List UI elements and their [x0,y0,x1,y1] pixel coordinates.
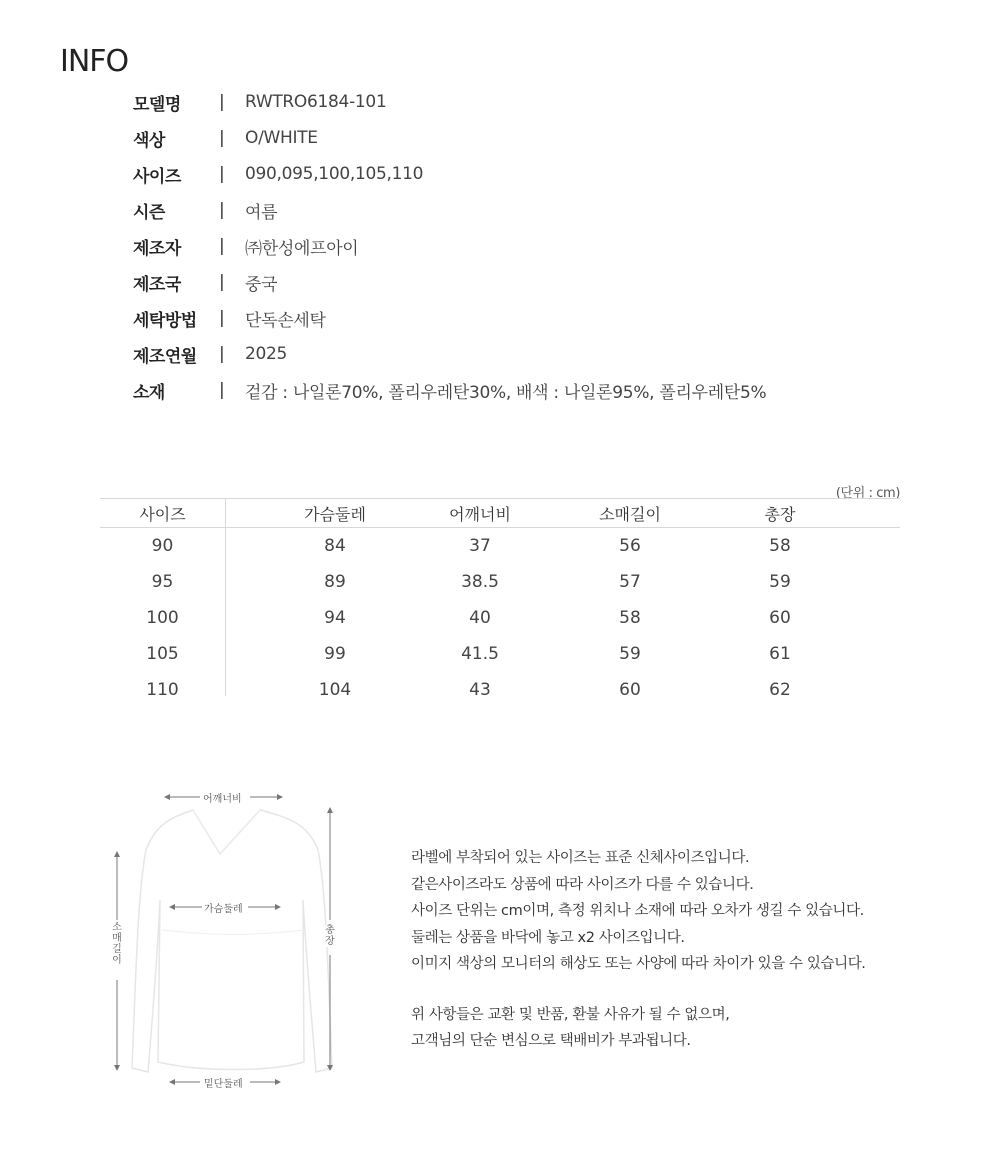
info-row-date [133,336,953,372]
info-label: 제조연월 [133,346,197,367]
table-cell: 60 [619,680,641,700]
table-row [100,564,900,600]
shirt-outline [132,810,332,1072]
info-value: O/WHITE [245,128,318,148]
info-value: 여름 [245,202,278,223]
header-length: 총장 [764,504,796,524]
table-cell: 58 [769,536,791,556]
top-shirt-illustration [100,780,350,1100]
info-value: ㈜한성에프아이 [245,238,359,259]
info-separator: | [219,164,225,184]
size-table [100,498,900,708]
header-shoulder: 어깨너비 [449,504,511,524]
info-label: 제조국 [133,274,181,295]
table-cell: 58 [619,608,641,628]
shoulder-label: 어깨너비 [201,790,244,805]
table-cell: 61 [769,644,791,664]
table-header [100,498,900,528]
table-cell: 59 [769,572,791,592]
note-line: 고객님의 단순 변심으로 택배비가 부과됩니다. [411,1033,691,1049]
info-separator: | [219,272,225,292]
info-separator: | [219,236,225,256]
info-value: 2025 [245,344,288,364]
table-cell: 43 [469,680,491,700]
sleeve-label: 소매길이 [112,922,122,966]
info-separator: | [219,380,225,400]
note-line: 이미지 색상의 모니터의 해상도 또는 사양에 따라 차이가 있을 수 있습니다. [411,956,866,972]
info-list [133,84,953,408]
header-sleeve: 소매길이 [599,504,661,524]
header-chest: 가슴둘레 [304,504,366,524]
info-value: 겉감 : 나일론70%, 폴리우레탄30%, 배색 : 나일론95%, 폴리우레탄5% [245,382,767,403]
table-cell: 40 [469,608,491,628]
table-cell: 90 [151,536,174,556]
info-value: 단독손세탁 [245,310,326,331]
info-row-country [133,264,953,300]
info-title: INFO [60,44,129,79]
table-cell: 59 [619,644,641,664]
table-cell: 84 [324,536,346,556]
table-cell: 38.5 [461,572,499,592]
table-cell: 95 [151,572,174,592]
header-size: 사이즈 [139,504,186,524]
table-cell: 62 [769,680,791,700]
info-row-maker [133,228,953,264]
note-line: 위 사항들은 교환 및 반품, 환불 사유가 될 수 없으며, [411,1006,730,1023]
table-row [100,672,900,708]
note-line: 라벨에 부착되어 있는 사이즈는 표준 신체사이즈입니다. [411,850,750,866]
info-value: 중국 [245,274,278,295]
info-label: 시즌 [133,202,165,223]
info-separator: | [219,200,225,220]
table-cell: 60 [769,608,791,628]
table-cell: 105 [146,644,179,664]
table-cell: 94 [324,608,346,628]
note-line: 둘레는 상품을 바닥에 놓고 x2 사이즈입니다. [411,929,685,946]
table-cell: 99 [324,644,346,664]
info-separator: | [219,128,225,148]
info-label: 소재 [133,382,165,403]
unit-note: (단위 : cm) [835,486,900,501]
table-cell: 41.5 [461,644,499,664]
info-row-color [133,120,953,156]
table-cell: 89 [324,572,346,592]
info-row-material [133,372,953,408]
info-separator: | [219,344,225,364]
info-label: 사이즈 [133,166,181,187]
info-label: 모델명 [133,94,181,115]
table-cell: 56 [619,536,641,556]
info-row-size [133,156,953,192]
info-row-season [133,192,953,228]
info-row-model [133,84,953,120]
table-cell: 37 [469,536,491,556]
note-line: 사이즈 단위는 cm이며, 측정 위치나 소재에 따라 오차가 생길 수 있습니다. [411,903,864,919]
chest-label: 가슴둘레 [202,900,245,915]
table-row [100,600,900,636]
info-label: 색상 [133,130,165,151]
table-cell: 110 [146,680,179,700]
info-separator: | [219,92,225,112]
note-line: 같은사이즈라도 상품에 따라 사이즈가 다를 수 있습니다. [411,876,754,893]
info-value: 090,095,100,105,110 [245,164,424,184]
length-label: 총장 [325,925,335,947]
hem-label: 밑단둘레 [202,1075,245,1090]
size-notes [411,845,971,1055]
table-cell: 57 [619,572,641,592]
table-row [100,528,900,564]
table-cell: 104 [318,680,352,700]
info-label: 세탁방법 [133,310,197,331]
table-cell: 100 [146,608,179,628]
info-separator: | [219,308,225,328]
garment-measurement-diagram [100,780,350,1100]
table-row [100,636,900,672]
info-label: 제조자 [133,238,181,259]
info-value: RWTRO6184-101 [245,92,387,112]
info-row-washing [133,300,953,336]
